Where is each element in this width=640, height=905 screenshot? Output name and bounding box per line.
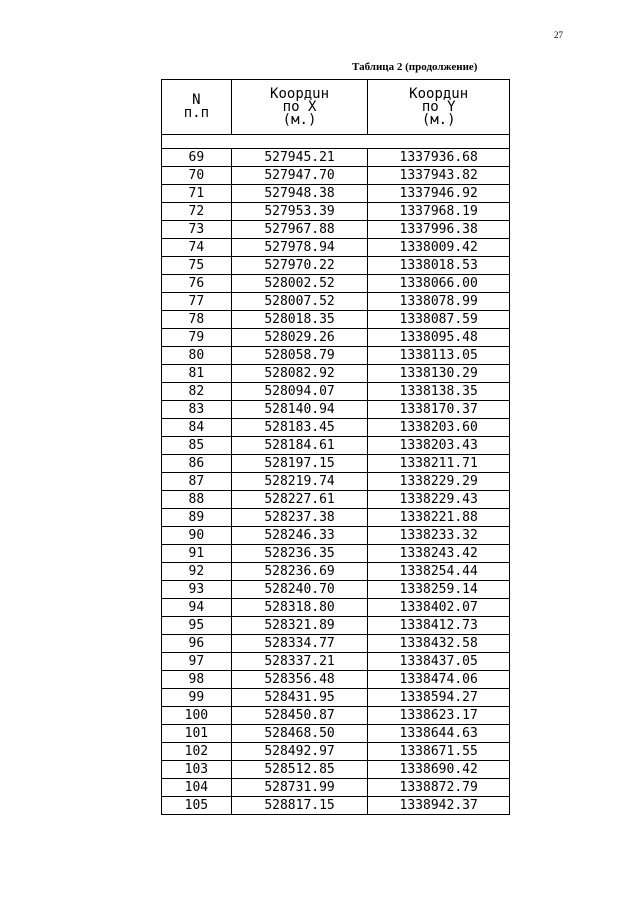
cell-coord-x: 528450.87 [231,707,368,725]
cell-coord-x: 528094.07 [231,383,368,401]
cell-number: 97 [162,653,232,671]
cell-coord-x: 527953.39 [231,203,368,221]
table-row [162,509,510,527]
table-row [162,401,510,419]
table-row [162,689,510,707]
cell-coord-x: 527970.22 [231,257,368,275]
cell-coord-x: 527947.70 [231,167,368,185]
cell-coord-x: 528237.38 [231,509,368,527]
cell-coord-x: 528007.52 [231,293,368,311]
cell-coord-y: 1338203.60 [368,419,510,437]
cell-coord-x: 527948.38 [231,185,368,203]
cell-coord-y: 1338130.29 [368,365,510,383]
cell-coord-y: 1338229.43 [368,491,510,509]
cell-coord-y: 1338243.42 [368,545,510,563]
cell-number: 96 [162,635,232,653]
cell-coord-x: 528197.15 [231,455,368,473]
cell-coord-y: 1338018.53 [368,257,510,275]
header-coord-y [368,80,510,135]
table-row [162,545,510,563]
cell-coord-x: 527978.94 [231,239,368,257]
cell-coord-y: 1338066.00 [368,275,510,293]
cell-number: 84 [162,419,232,437]
table-row [162,635,510,653]
cell-coord-y: 1338474.06 [368,671,510,689]
table-row [162,167,510,185]
cell-coord-x: 528334.77 [231,635,368,653]
cell-coord-y: 1338412.73 [368,617,510,635]
cell-coord-y: 1338254.44 [368,563,510,581]
cell-number: 90 [162,527,232,545]
table-row [162,419,510,437]
cell-number: 85 [162,437,232,455]
table-row [162,221,510,239]
cell-number: 88 [162,491,232,509]
cell-number: 98 [162,671,232,689]
cell-number: 94 [162,599,232,617]
cell-coord-y: 1338095.48 [368,329,510,347]
cell-coord-x: 528337.21 [231,653,368,671]
cell-coord-x: 528246.33 [231,527,368,545]
cell-number: 71 [162,185,232,203]
table-row [162,149,510,167]
table-row [162,383,510,401]
cell-number: 87 [162,473,232,491]
cell-coord-x: 528492.97 [231,743,368,761]
cell-coord-x: 528817.15 [231,797,368,815]
table-row [162,293,510,311]
cell-coord-x: 528058.79 [231,347,368,365]
header-spacer-cell [162,135,510,149]
header-coord-y-line2: по Y [421,98,456,115]
cell-coord-x: 528183.45 [231,419,368,437]
table-row [162,743,510,761]
header-coord-x-line3: (м.) [282,111,317,128]
cell-coord-y: 1338402.07 [368,599,510,617]
table-row [162,617,510,635]
table-row [162,365,510,383]
cell-coord-y: 1338203.43 [368,437,510,455]
cell-number: 82 [162,383,232,401]
cell-number: 95 [162,617,232,635]
cell-coord-y: 1337996.38 [368,221,510,239]
header-spacer-row [162,135,510,149]
cell-number: 75 [162,257,232,275]
table-caption: Таблица 2 (продолжение) [352,61,478,73]
cell-number: 80 [162,347,232,365]
table-row [162,761,510,779]
cell-number: 74 [162,239,232,257]
table-row [162,599,510,617]
table-header-row [162,80,510,135]
table-row [162,437,510,455]
table-row [162,311,510,329]
cell-coord-x: 528002.52 [231,275,368,293]
table-row [162,491,510,509]
cell-number: 72 [162,203,232,221]
cell-coord-x: 528236.69 [231,563,368,581]
cell-number: 101 [162,725,232,743]
header-coord-x-line2: по X [282,98,317,115]
cell-number: 89 [162,509,232,527]
cell-number: 81 [162,365,232,383]
cell-coord-x: 528184.61 [231,437,368,455]
table-row [162,347,510,365]
cell-coord-y: 1338690.42 [368,761,510,779]
cell-coord-x: 528731.99 [231,779,368,797]
cell-coord-x: 528240.70 [231,581,368,599]
cell-number: 100 [162,707,232,725]
cell-number: 73 [162,221,232,239]
cell-coord-y: 1337936.68 [368,149,510,167]
cell-coord-x: 528029.26 [231,329,368,347]
header-number-line2: п.п [183,105,210,121]
cell-coord-x: 528431.95 [231,689,368,707]
table-row [162,455,510,473]
header-coord-x [231,80,368,135]
cell-number: 76 [162,275,232,293]
cell-coord-y: 1338942.37 [368,797,510,815]
cell-number: 103 [162,761,232,779]
cell-coord-y: 1338138.35 [368,383,510,401]
cell-coord-x: 528219.74 [231,473,368,491]
cell-coord-y: 1338211.71 [368,455,510,473]
cell-coord-x: 528236.35 [231,545,368,563]
table-row [162,563,510,581]
table-row [162,581,510,599]
coordinates-table [161,79,510,815]
header-number-line1: N [192,92,201,108]
cell-coord-x: 528018.35 [231,311,368,329]
page-number: 27 [554,30,563,40]
cell-number: 79 [162,329,232,347]
cell-coord-x: 528512.85 [231,761,368,779]
cell-number: 83 [162,401,232,419]
cell-coord-y: 1338078.99 [368,293,510,311]
table-row [162,473,510,491]
cell-coord-x: 527945.21 [231,149,368,167]
cell-coord-y: 1338437.05 [368,653,510,671]
cell-number: 69 [162,149,232,167]
cell-coord-y: 1337943.82 [368,167,510,185]
cell-number: 86 [162,455,232,473]
cell-coord-y: 1338623.17 [368,707,510,725]
table-row [162,329,510,347]
table-row [162,707,510,725]
cell-coord-x: 527967.88 [231,221,368,239]
cell-number: 105 [162,797,232,815]
cell-coord-y: 1338229.29 [368,473,510,491]
table-row [162,779,510,797]
cell-coord-x: 528468.50 [231,725,368,743]
cell-number: 91 [162,545,232,563]
table-row [162,185,510,203]
table-body [162,135,510,815]
cell-coord-y: 1338170.37 [368,401,510,419]
cell-coord-y: 1337968.19 [368,203,510,221]
cell-coord-y: 1338594.27 [368,689,510,707]
header-coord-x-line1: Коордuн [270,85,330,102]
table-row [162,725,510,743]
cell-coord-y: 1338432.58 [368,635,510,653]
table-row [162,527,510,545]
cell-number: 92 [162,563,232,581]
cell-coord-x: 528356.48 [231,671,368,689]
table-row [162,671,510,689]
cell-coord-y: 1338221.88 [368,509,510,527]
table-row [162,239,510,257]
cell-coord-x: 528318.80 [231,599,368,617]
cell-coord-x: 528227.61 [231,491,368,509]
cell-coord-y: 1338087.59 [368,311,510,329]
cell-number: 77 [162,293,232,311]
cell-number: 78 [162,311,232,329]
table-row [162,203,510,221]
cell-number: 70 [162,167,232,185]
table-row [162,797,510,815]
cell-coord-x: 528140.94 [231,401,368,419]
cell-coord-y: 1338671.55 [368,743,510,761]
cell-coord-x: 528321.89 [231,617,368,635]
table-row [162,275,510,293]
cell-coord-y: 1338113.05 [368,347,510,365]
header-number [162,80,232,135]
cell-coord-y: 1338009.42 [368,239,510,257]
header-coord-y-line3: (м.) [421,111,456,128]
cell-coord-y: 1338259.14 [368,581,510,599]
cell-coord-y: 1338872.79 [368,779,510,797]
cell-coord-x: 528082.92 [231,365,368,383]
cell-number: 102 [162,743,232,761]
cell-coord-y: 1337946.92 [368,185,510,203]
cell-coord-y: 1338233.32 [368,527,510,545]
cell-number: 99 [162,689,232,707]
table-row [162,257,510,275]
cell-number: 104 [162,779,232,797]
table-row [162,653,510,671]
header-coord-y-line1: Коордuн [409,85,469,102]
cell-number: 93 [162,581,232,599]
cell-coord-y: 1338644.63 [368,725,510,743]
